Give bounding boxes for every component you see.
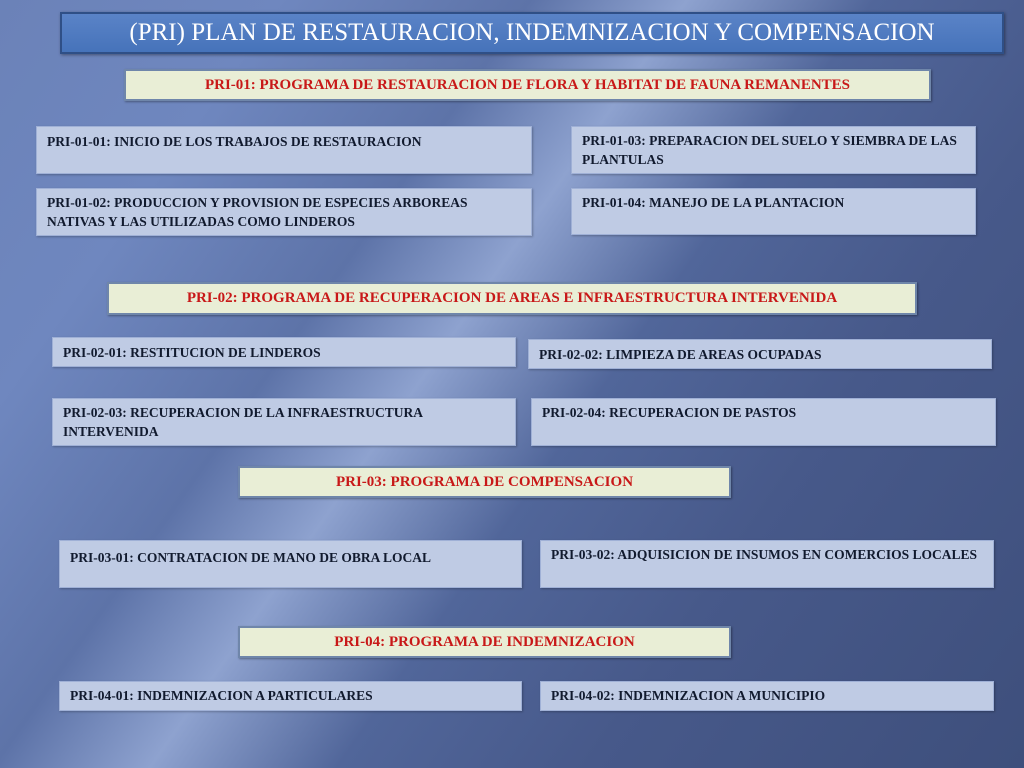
item-pri-01-02: PRI-01-02: PRODUCCION Y PROVISION DE ESPECIES ARBOREAS NATIVAS Y LAS UTILIZADAS COMO LINDEROS — [36, 188, 532, 236]
program-pri-04-header: PRI-04: PROGRAMA DE INDEMNIZACION — [238, 626, 731, 658]
item-pri-03-01: PRI-03-01: CONTRATACION DE MANO DE OBRA LOCAL — [59, 540, 522, 588]
item-pri-04-02: PRI-04-02: INDEMNIZACION A MUNICIPIO — [540, 681, 994, 711]
item-pri-01-04: PRI-01-04: MANEJO DE LA PLANTACION — [571, 188, 976, 235]
program-pri-02-header: PRI-02: PROGRAMA DE RECUPERACION DE AREAS E INFRAESTRUCTURA INTERVENIDA — [107, 282, 917, 315]
slide-title — [60, 12, 1004, 54]
program-pri-03-header: PRI-03: PROGRAMA DE COMPENSACION — [238, 466, 731, 498]
program-pri-01-header: PRI-01: PROGRAMA DE RESTAURACION DE FLORA Y HABITAT DE FAUNA REMANENTES — [124, 69, 931, 101]
item-pri-03-02: PRI-03-02: ADQUISICION DE INSUMOS EN COMERCIOS LOCALES — [540, 540, 994, 588]
item-pri-01-01: PRI-01-01: INICIO DE LOS TRABAJOS DE RESTAURACION — [36, 126, 532, 174]
item-pri-01-03: PRI-01-03: PREPARACION DEL SUELO Y SIEMBRA DE LAS PLANTULAS — [571, 126, 976, 174]
item-pri-02-02: PRI-02-02: LIMPIEZA DE AREAS OCUPADAS — [528, 339, 992, 369]
item-pri-04-01: PRI-04-01: INDEMNIZACION A PARTICULARES — [59, 681, 522, 711]
item-pri-02-01: PRI-02-01: RESTITUCION DE LINDEROS — [52, 337, 516, 367]
slide-title-text: (PRI) PLAN DE RESTAURACION, INDEMNIZACION Y COMPENSACION — [129, 19, 935, 46]
item-pri-02-04: PRI-02-04: RECUPERACION DE PASTOS — [531, 398, 996, 446]
item-pri-02-03: PRI-02-03: RECUPERACION DE LA INFRAESTRUCTURA INTERVENIDA — [52, 398, 516, 446]
